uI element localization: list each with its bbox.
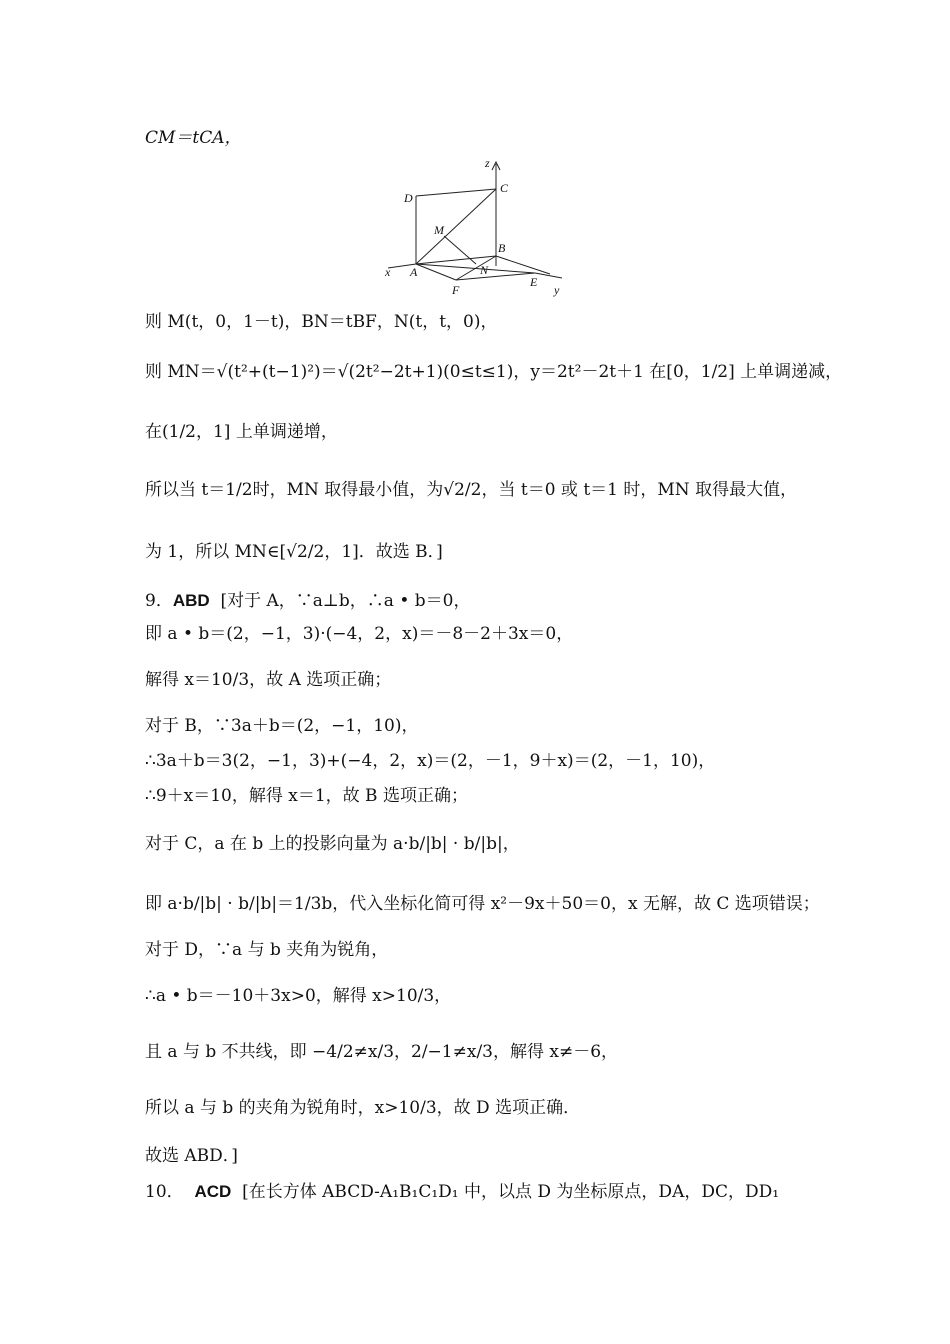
question-10-header: 10． ACD [在长方体 ABCD-A₁B₁C₁D₁ 中，以点 D 为坐标原点，DA，DC，DD₁ xyxy=(145,1182,780,1202)
label-N: N xyxy=(480,263,489,277)
line-9: 解得 x＝10/3，故 A 选项正确； xyxy=(145,670,392,690)
line-4: 在(1/2，1] 上单调递增， xyxy=(145,422,338,442)
label-A: A xyxy=(410,265,418,279)
line-13: 对于 C，a 在 b 上的投影向量为 a·b/|b| · b/|b|， xyxy=(145,834,520,854)
line-19: 故选 ABD．] xyxy=(145,1146,238,1166)
line-17: 且 a 与 b 不共线，即 −4/2≠x/3，2/−1≠x/3，解得 x≠－6， xyxy=(145,1042,619,1062)
line-11: ∴3a＋b＝3(2，−1，3)+(−4，2，x)＝(2，－1，9＋x)＝(2，－1，10)， xyxy=(145,751,716,771)
question-9-header: 9．ABD [对于 A，∵a⊥b，∴a • b＝0， xyxy=(145,591,471,611)
figure-svg xyxy=(380,156,570,301)
label-z: z xyxy=(485,156,490,170)
line-2: 则 M(t，0，1－t)，BN＝tBF，N(t，t，0)， xyxy=(145,312,498,332)
line-1: CM＝tCA， xyxy=(145,128,242,148)
line-5: 所以当 t＝1/2时，MN 取得最小值，为√2/2，当 t＝0 或 t＝1 时，MN 取得最大值， xyxy=(145,480,798,500)
line-6: 为 1，所以 MN∈[√2/2，1]．故选 B．] xyxy=(145,542,443,562)
line-16: ∴a • b＝－10＋3x>0，解得 x>10/3， xyxy=(145,986,452,1006)
label-M: M xyxy=(434,223,444,237)
label-F: F xyxy=(452,283,460,297)
line-15: 对于 D，∵a 与 b 夹角为锐角， xyxy=(145,940,389,960)
line-10: 对于 B，∵3a＋b＝(2，−1，10)， xyxy=(145,716,419,736)
label-y: y xyxy=(554,283,560,297)
label-C: C xyxy=(500,181,509,195)
line-3: 则 MN＝√(t²+(t−1)²)＝√(2t²−2t+1)(0≤t≤1)，y＝2t²－2t＋1 在[0，1/2] 上单调递减， xyxy=(145,362,843,382)
line-18: 所以 a 与 b 的夹角为锐角时，x>10/3，故 D 选项正确． xyxy=(145,1098,581,1118)
line-12: ∴9＋x＝10，解得 x＝1，故 B 选项正确； xyxy=(145,786,468,806)
label-x: x xyxy=(385,265,391,279)
line-14: 即 a·b/|b| · b/|b|＝1/3b，代入坐标化简可得 x²－9x＋50＝0，x 无解，故 C 选项错误； xyxy=(145,894,820,914)
figure-cuboid xyxy=(380,156,570,301)
label-E: E xyxy=(530,275,538,289)
label-B: B xyxy=(498,241,506,255)
label-D: D xyxy=(404,191,413,205)
line-8: 即 a • b＝(2，−1，3)·(−4，2，x)＝－8－2＋3x＝0， xyxy=(145,624,574,644)
